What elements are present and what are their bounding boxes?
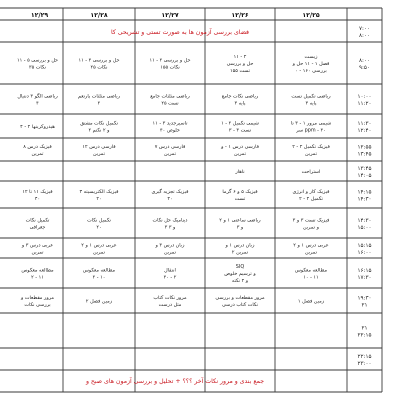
schedule-cell-text: فارسی درس ۱ - و: [221, 144, 259, 151]
schedule-cell-text: و ۳: [236, 224, 244, 231]
schedule-cell-text: ۱۱ - ۲ حل و بررسی: [149, 57, 191, 64]
schedule-cell-text: زبان درس ۱ و: [225, 242, 255, 249]
schedule-cell-text: مثل درست: [158, 301, 182, 308]
schedule-cell-text: فصل ۱ - ۱۱ حل و: [292, 61, 330, 67]
time-end: ۱۱:۲۰: [357, 101, 372, 107]
schedule-cell-text: ۲ تمرین: [231, 249, 249, 256]
time-end: ۱۴:۰۵: [357, 173, 372, 179]
time-start: ۲۱: [361, 325, 368, 332]
schedule-cell-text: ۱۰ - ۱۱: [303, 274, 319, 281]
schedule-cell-text: تمرین: [234, 150, 246, 157]
schedule-cell-text: ۴۰: [34, 195, 41, 202]
schedule-cell-text: فیزیک تجزیه گیری: [151, 189, 189, 196]
time-start: ۱۶:۱۵: [357, 268, 372, 274]
schedule-cell-text: تست ۳ - ۳: [228, 127, 252, 134]
schedule-cell-text: فیزیک ۵ و ۶ گرما: [222, 189, 258, 196]
time-end: ۲۳:۰۰: [357, 361, 372, 367]
time-start: ۸:۰۰: [359, 58, 370, 64]
schedule-cell-text: تکمیل ۲ - ۲: [299, 195, 323, 202]
schedule-cell-text: فارسی درس ۱۲: [82, 144, 116, 151]
column-header: ۱۲/۲۵: [302, 12, 320, 19]
schedule-cell-text: مطالعه معکوس: [21, 267, 54, 274]
schedule-cell-text: تمرین: [93, 150, 105, 157]
schedule-cell-text: نکات کتاب درسی: [222, 301, 258, 308]
schedule-cell-text: ۳ و ۳: [164, 224, 176, 231]
schedule-cell-text: تمرین: [164, 150, 176, 157]
schedule-cell-text: حل و بررسی: [226, 61, 254, 67]
schedule-cell-text: ۴: [36, 100, 39, 107]
time-end: ۸:۰۰: [359, 33, 370, 39]
schedule-cell-text: فیزیک کار و انرژی: [292, 189, 330, 196]
schedule-cell-text: ۲ و ۲ نکتم: [88, 127, 110, 134]
schedule-cell-text: شیمی مرور ۱ - ۳ تا: [290, 120, 332, 127]
schedule-cell-text: ۴۰ - ۲: [163, 274, 177, 281]
time-start: ۱۳:۴۵: [357, 166, 372, 172]
time-end: ۱۳:۴۵: [357, 151, 372, 158]
time-end: ۱۵:۰۰: [357, 225, 372, 231]
schedule-cell-text: ریاضی نکات جامع: [221, 93, 259, 100]
schedule-cell-text: ۲۰: [96, 195, 102, 202]
schedule-cell-text: تمرین: [31, 249, 44, 256]
schedule-cell-text: بررسی ۱۶۰ - ۰: [295, 67, 327, 74]
schedule-cell-text: شیمی تکمیل ۲ - ۱: [221, 120, 259, 127]
schedule-cell-text: زیست: [304, 54, 318, 61]
schedule-cell-text: دینامیک حل نکات: [152, 217, 188, 224]
schedule-cell-text: مرور نکات کتاب: [153, 295, 187, 302]
schedule-cell-text: پایه ۳: [305, 100, 317, 107]
schedule-cell-text: ریاضی مثلثات جامع: [150, 93, 190, 100]
schedule-cell-text: ۲۰: [96, 224, 102, 231]
schedule-cell-text: نکات ۱۵۵: [160, 64, 180, 71]
bottom-banner: جمع بندی و مرور نکات آخر ؟؟؟ + تحلیل و بررسی آزمون های صبح و: [85, 378, 265, 385]
time-end: ۹:۵۰: [359, 65, 370, 71]
schedule-cell-text: تمرین: [305, 150, 317, 157]
schedule-cell-text: تکمیل نکات: [25, 217, 50, 224]
time-end: ۱۶:۰۰: [357, 250, 372, 256]
schedule-cell-text: ۲ - ۱۱: [31, 274, 44, 281]
schedule-cell-text: ۱۱ - ۴ حل و بررسی: [78, 57, 120, 64]
time-start: ۱۲:۵۵: [357, 144, 372, 151]
schedule-cell-text: ریاضی مثلثات پارتعم: [77, 93, 121, 100]
schedule-cell-text: ریاضی الگو ۳ دنتیال: [17, 93, 58, 100]
schedule-cell-text: انتقال: [164, 267, 176, 274]
schedule-cell-text: عربی درس ۱ و ۲: [81, 242, 117, 249]
table-header: [31, 12, 320, 19]
schedule-cell-text: ریاضی ساعتی ۱ و ۲: [219, 217, 261, 224]
schedule-cell-text: فیزیک الکتریسیته ۳: [79, 189, 119, 196]
schedule-cell-text: و ۲ نکته: [231, 277, 249, 284]
time-start: ۱۱:۳۰: [357, 121, 372, 127]
time-start: ۷:۰۰: [359, 26, 370, 32]
schedule-cell-text: پایه ۳: [234, 100, 246, 107]
schedule-cell-text: فیزیک درس ۸: [23, 144, 52, 151]
column-header: ۱۲/۲۸: [90, 12, 108, 19]
time-start: ۱۰:۰۰: [357, 94, 372, 100]
column-header: ۱۲/۲۹: [30, 12, 49, 19]
schedule-cell-text: و تمرین: [303, 224, 319, 231]
schedule-cell-text: فیزیک تکمیل ۲ - ۲: [292, 144, 330, 151]
schedule-cell-text: زمین فصل ۱: [297, 298, 325, 305]
schedule-cell-text: ۲ - ۱۰: [92, 274, 106, 281]
schedule-cell-text: ۲: [97, 100, 101, 107]
schedule-cell-text: عربی درس ۱ و ۲: [293, 242, 329, 249]
schedule-cell-text: تمرین: [164, 249, 176, 256]
schedule-cell-text: مرور مقطعات و بررسی: [215, 295, 265, 302]
schedule-cell-text: تکمیل نکات مشتق: [80, 120, 118, 127]
schedule-cell-text: ۱۱ - ۲: [233, 54, 247, 61]
schedule-cell-text: مطالعه معکوس: [82, 267, 116, 274]
time-end: ۲۲:۱۵: [357, 332, 372, 339]
schedule-cell-text: زبان درس ۳ و: [155, 242, 185, 249]
schedule-cell-text: خلوص ۴۰: [160, 127, 180, 134]
schedule-cell-text: ناهار: [235, 169, 245, 175]
schedule-cell-text: تمرین: [31, 150, 44, 157]
time-end: ۱۴:۳۰: [357, 196, 372, 203]
schedule-cell-text: ۱۱ - ۵ حل و بررسی: [16, 57, 59, 64]
time-start: ۱۵:۱۵: [357, 243, 372, 249]
schedule-cell-text: فیزیک ۱۱ تا ۱۲: [22, 189, 53, 196]
schedule-cell-text: تکمیل نکات: [87, 217, 111, 224]
schedule-cell-text: ۴۰: [167, 195, 173, 202]
schedule-cell-text: استراحت: [301, 169, 321, 175]
schedule-cell-text: بررسی نکات: [24, 301, 51, 308]
schedule-cell-text: نکات ۲۵: [90, 64, 108, 71]
schedule-cell-text: مرور مقطعات و: [20, 295, 55, 302]
schedule-cell-text: ریاضی تکمیل تست: [291, 93, 331, 100]
time-start: ۱۴:۳۰: [357, 218, 372, 224]
top-banner: فضای بررسی آزمون ها به صورت تستی و تشریحی کا: [110, 29, 250, 36]
schedule-cell-text: و ترسیم خلوص: [224, 271, 256, 277]
schedule-cell-text: تست: [234, 195, 246, 202]
schedule-cell-text: ۱۱ - ۳ تاسیرجدید: [152, 120, 188, 127]
schedule-cell-text: هیدروکربنها ۲ - ۴: [20, 124, 55, 130]
column-header: ۱۲/۲۷: [161, 12, 179, 19]
schedule-cell-text: سر ppm - ۴۰: [296, 127, 326, 134]
time-column: [358, 26, 372, 367]
schedule-cell-text: عربی درس ۳ و: [21, 242, 54, 249]
schedule-cell-text: زمین فصل ۲: [85, 298, 113, 305]
time-start: ۱۴:۱۵: [357, 189, 372, 196]
schedule-cell-text: جغرافی: [29, 224, 46, 231]
time-end: ۲۱: [361, 302, 368, 309]
schedule-cell-text: تمرین: [93, 249, 105, 256]
time-start: ۲۲:۱۵: [357, 354, 372, 360]
schedule-cell-text: نکات ۳۵: [29, 64, 46, 71]
column-header: ۱۲/۲۶: [231, 12, 249, 19]
time-end: ۱۷:۳۰: [357, 275, 372, 281]
time-start: ۱۹:۳۰: [357, 295, 372, 302]
time-end: ۱۲:۴۰: [357, 128, 372, 134]
schedule-cell-text: فارسی درس ۷: [154, 144, 186, 151]
schedule-cell-text: فیزیک تست ۳ و ۳: [292, 217, 330, 224]
schedule-cell-text: SIQ: [235, 264, 245, 271]
schedule-cell-text: مطالعه معکوس: [294, 267, 328, 274]
schedule-cell-text: تست ۱۵۵: [230, 67, 250, 74]
schedule-cell-text: تمرین: [305, 249, 317, 256]
schedule-cell-text: تست ۲۵: [161, 100, 179, 107]
